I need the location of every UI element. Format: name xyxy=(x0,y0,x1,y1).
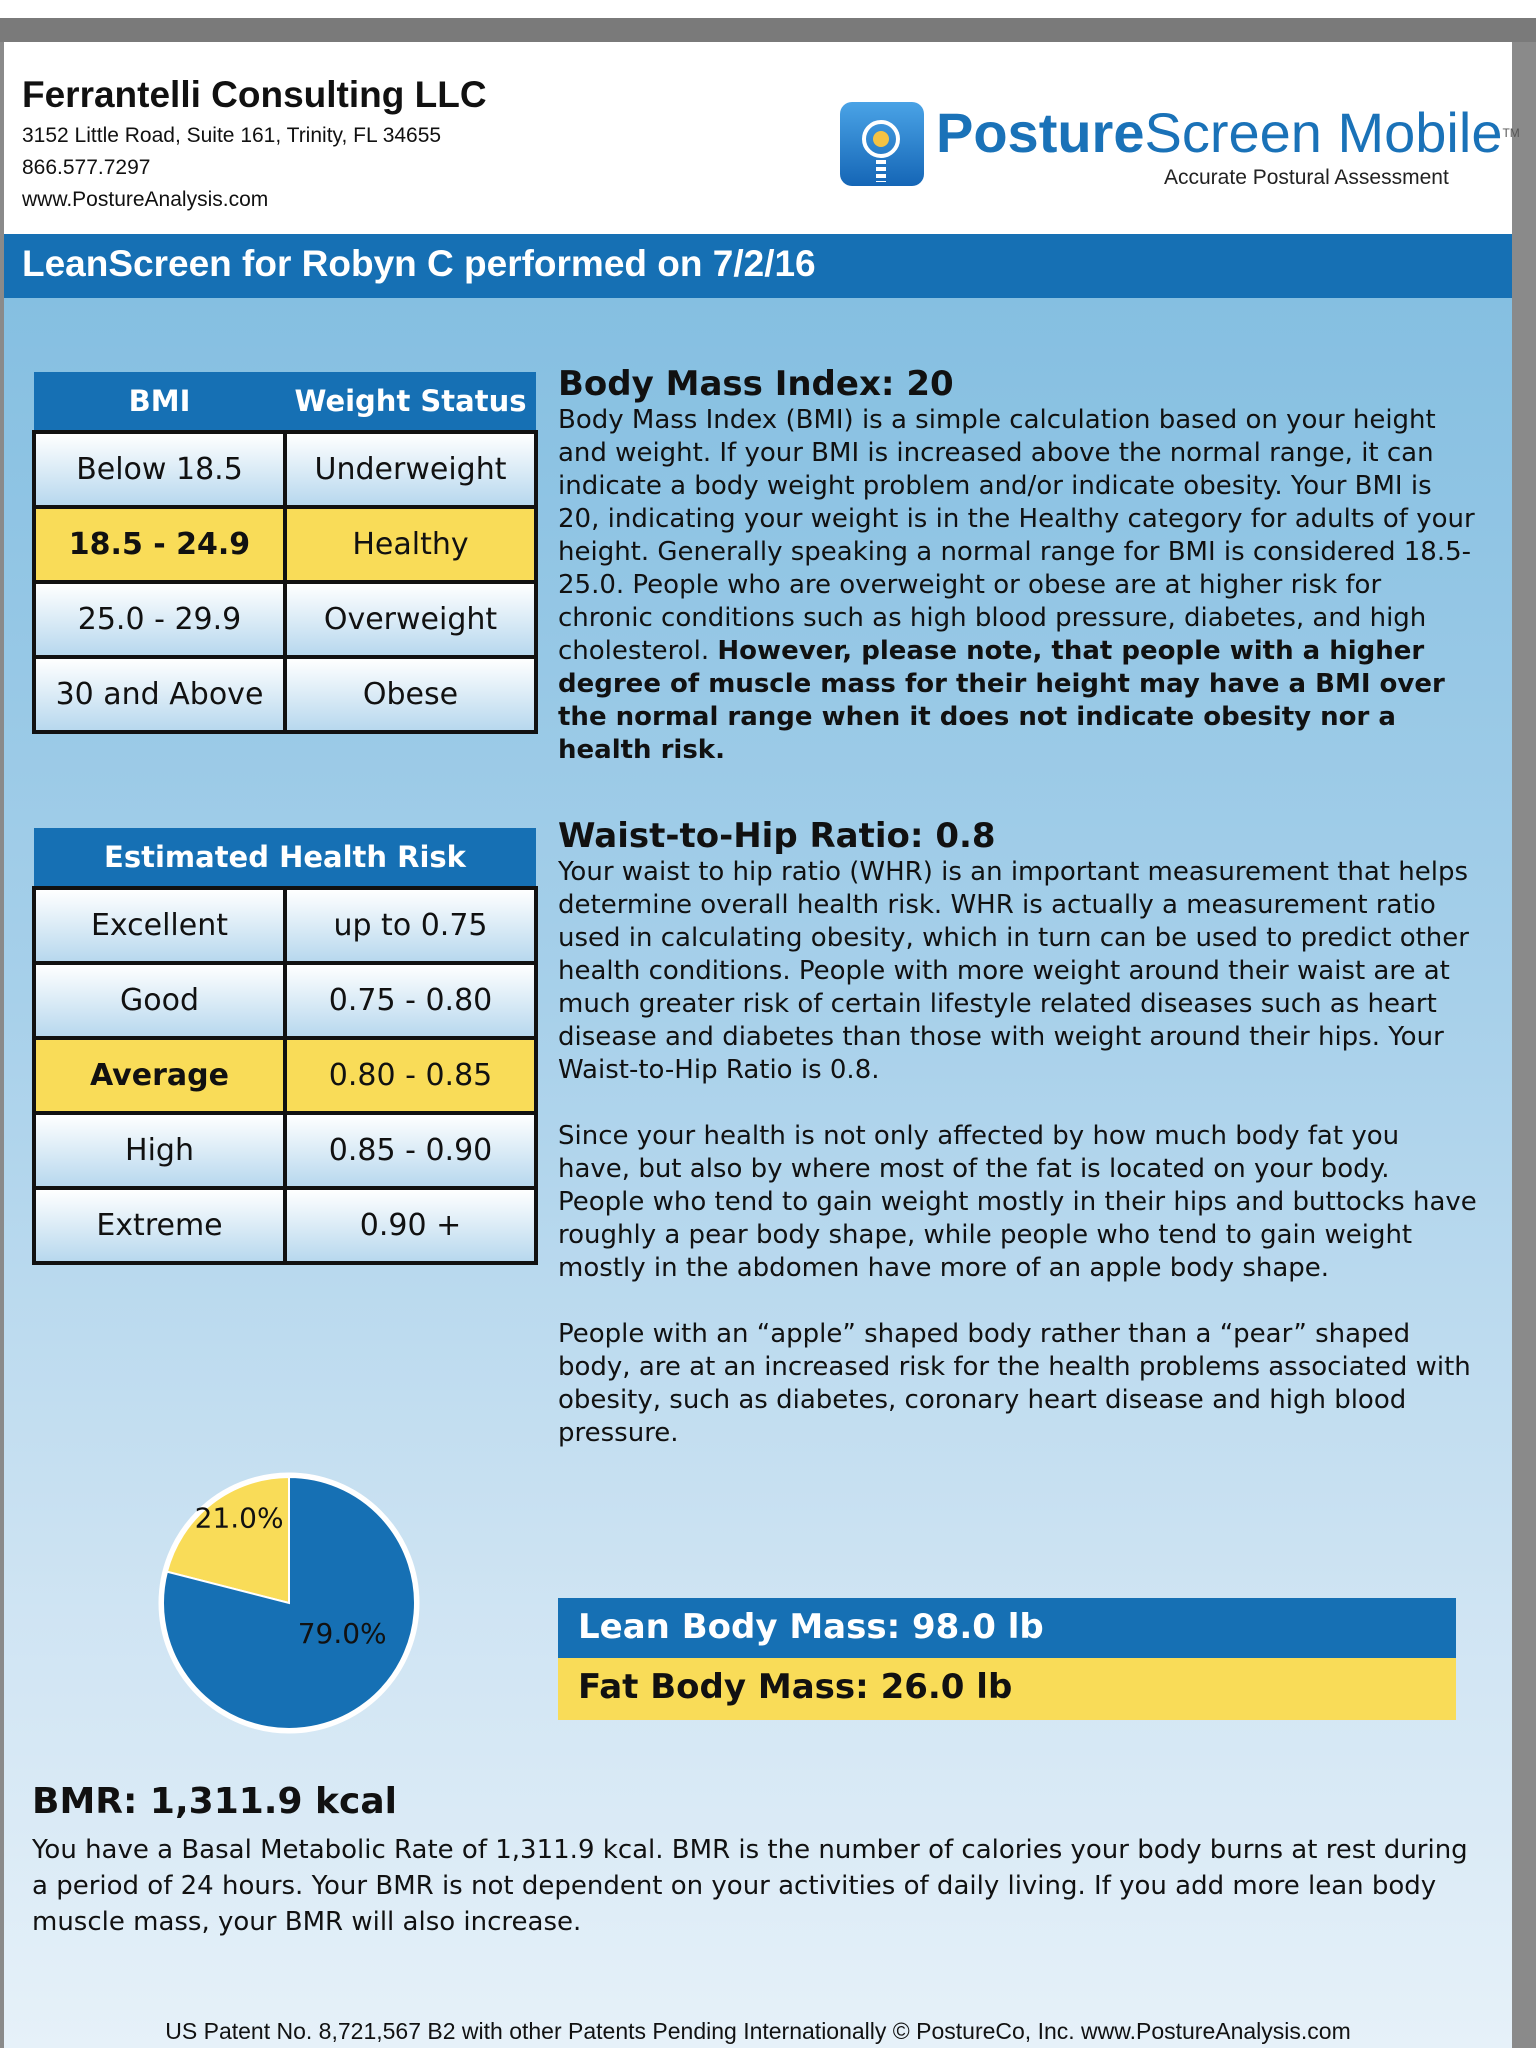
viewer-frame-right xyxy=(1512,42,1536,2048)
pie-label-fat: 21.0% xyxy=(194,1501,284,1535)
risk-range: up to 0.75 xyxy=(285,888,536,963)
logo-tagline: Accurate Postural Assessment xyxy=(1164,166,1449,189)
whr-paragraph-2: Since your health is not only affected by how much body fat you have, but also by where most of the fat is located on your body. People who tend to gain weight mostly in their hips and buttocks have roughly a pear body shape, while people who tend to gain weight mostly in the abdomen have more of an apple body shape. xyxy=(558,1121,1477,1283)
bmi-range: 30 and Above xyxy=(34,657,285,732)
risk-range: 0.80 - 0.85 xyxy=(285,1038,536,1113)
bmi-range: Below 18.5 xyxy=(34,432,285,507)
bmi-range: 25.0 - 29.9 xyxy=(34,582,285,657)
whr-paragraph-1: Your waist to hip ratio (WHR) is an important measurement that helps determine overall health risk. WHR is actually a measurement ratio used in calculating obesity, which in turn can be used to predict other health conditions. People with more weight around their waist are at much greater risk of certain lifestyle related diseases such as heart disease and diabetes than those with weight around their hips. Your Waist-to-Hip Ratio is 0.8. xyxy=(558,857,1469,1085)
company-address: 3152 Little Road, Suite 161, Trinity, FL 34655 xyxy=(22,124,442,147)
logo-wordmark: PostureScreen Mobile™ xyxy=(936,101,1520,164)
bmi-title: Body Mass Index: 20 xyxy=(558,364,954,404)
bmr-section xyxy=(32,1780,1472,1940)
risk-level: High xyxy=(34,1113,285,1188)
table-row xyxy=(34,1113,536,1188)
table-row xyxy=(34,1188,536,1263)
top-strip xyxy=(0,0,1536,18)
risk-table-header xyxy=(34,828,536,888)
company-name: Ferrantelli Consulting LLC xyxy=(22,74,487,115)
company-website: www.PostureAnalysis.com xyxy=(22,188,269,211)
company-info xyxy=(22,74,802,216)
bmi-header: BMI xyxy=(34,372,285,432)
posturescreen-app-icon xyxy=(840,102,924,186)
table-row xyxy=(34,657,536,732)
posturescreen-logo xyxy=(840,100,1520,200)
fat-body-mass: Fat Body Mass: 26.0 lb xyxy=(578,1667,1013,1707)
report-page xyxy=(4,42,1520,2048)
weight-status: Overweight xyxy=(285,582,536,657)
health-risk-header: Estimated Health Risk xyxy=(34,828,536,888)
risk-level: Good xyxy=(34,963,285,1038)
lean-body-mass-bar xyxy=(558,1598,1456,1658)
whr-title: Waist-to-Hip Ratio: 0.8 xyxy=(558,816,996,856)
whr-paragraph-3: People with an “apple” shaped body rather than a “pear” shaped body, are at an increased risk for the health problems associated with obesity, such as diabetes, coronary heart disease and high blood pressure. xyxy=(558,1319,1471,1448)
bmi-range: 18.5 - 24.9 xyxy=(34,507,285,582)
report-body xyxy=(4,298,1512,2048)
health-risk-table xyxy=(32,828,538,1265)
table-row xyxy=(34,582,536,657)
bmi-note: However, please note, that people with a higher degree of muscle mass for their height may have a BMI over the normal range when it does not indicate obesity nor a health risk. xyxy=(558,636,1445,765)
pie-label-lean: 79.0% xyxy=(297,1616,387,1650)
bmi-table xyxy=(32,372,538,734)
report-title-banner xyxy=(4,234,1512,298)
weight-status-header: Weight Status xyxy=(285,372,536,432)
weight-status: Underweight xyxy=(285,432,536,507)
table-row xyxy=(34,888,536,963)
whr-section xyxy=(558,816,1478,1450)
weight-status: Obese xyxy=(285,657,536,732)
table-row xyxy=(34,963,536,1038)
table-row xyxy=(34,432,536,507)
lean-body-mass: Lean Body Mass: 98.0 lb xyxy=(578,1607,1044,1647)
company-phone: 866.577.7297 xyxy=(22,156,151,179)
table-row-highlighted xyxy=(34,1038,536,1113)
weight-status: Healthy xyxy=(285,507,536,582)
bmr-title: BMR: 1,311.9 kcal xyxy=(32,1781,397,1822)
fat-body-mass-bar xyxy=(558,1658,1456,1720)
risk-level: Average xyxy=(34,1038,285,1113)
risk-range: 0.75 - 0.80 xyxy=(285,963,536,1038)
table-row-highlighted xyxy=(34,507,536,582)
bmi-section xyxy=(558,364,1478,767)
risk-level: Extreme xyxy=(34,1188,285,1263)
viewer-frame-top xyxy=(0,18,1536,42)
bmr-description: You have a Basal Metabolic Rate of 1,311.9 kcal. BMR is the number of calories your body burns at rest during a period of 24 hours. Your BMR is not dependent on your activities of daily living. If you add more lean body muscle mass, your BMR will also increase. xyxy=(32,1835,1468,1937)
risk-range: 0.90 + xyxy=(285,1188,536,1263)
risk-range: 0.85 - 0.90 xyxy=(285,1113,536,1188)
report-title: LeanScreen for Robyn C performed on 7/2/16 xyxy=(22,243,816,284)
bmi-description: Body Mass Index (BMI) is a simple calculation based on your height and weight. If your BMI is increased above the normal range, it can indicate a body weight problem and/or indicate obesity. Your BMI is 20, indicating your weight is in the Healthy category for adults of your height. Generally speaking a normal range for BMI is considered 18.5-25.0. People who are overweight or obese are at higher risk for chronic conditions such as high blood pressure, diabetes, and high cholesterol. However, please note, that people with a higher degree of muscle mass for their height may have a BMI over the normal range when it does not indicate obesity nor a health risk. xyxy=(558,405,1475,765)
body-composition-pie-chart xyxy=(154,1468,424,1738)
risk-level: Excellent xyxy=(34,888,285,963)
patent-footer: US Patent No. 8,721,567 B2 with other Patents Pending Internationally © PostureCo, Inc. www.PostureAnalysis.com xyxy=(165,2018,1351,2044)
bmi-table-header xyxy=(34,372,536,432)
